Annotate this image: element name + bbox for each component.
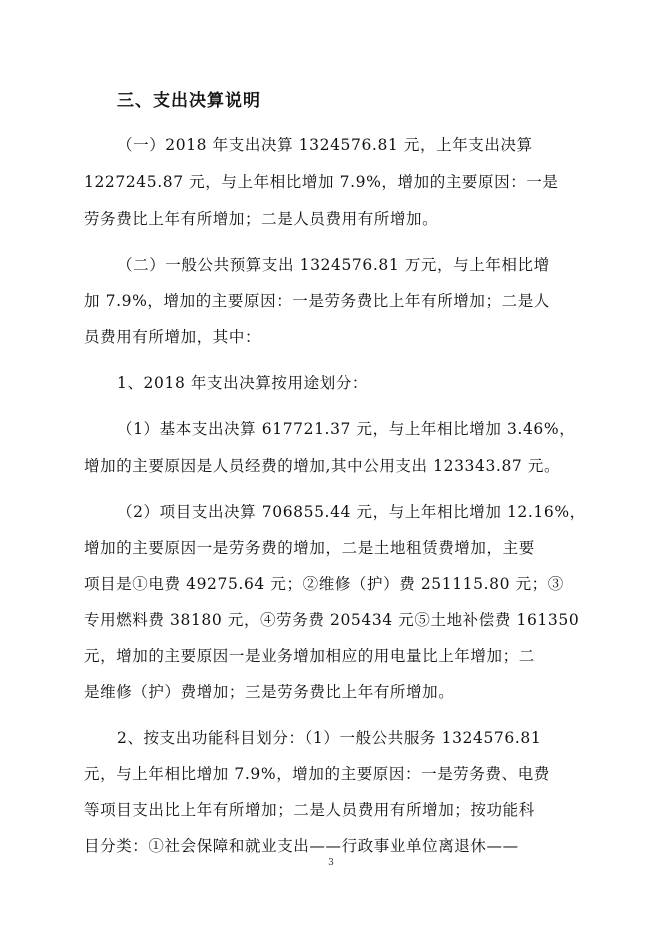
paragraph-line: 专用燃料费 38180 元，④劳务费 205434 元⑤土地补偿费 161350 <box>84 611 580 629</box>
paragraph-line: 1、2018 年支出决算按用途划分： <box>117 374 369 392</box>
paragraph-line: （2）项目支出决算 706855.44 元，与上年相比增加 12.16%， <box>117 503 586 521</box>
paragraph-line: 1227245.87 元，与上年相比增加 7.9%，增加的主要原因：一是 <box>84 173 559 191</box>
paragraph-line: （二）一般公共预算支出 1324576.81 万元，与上年相比增 <box>117 256 550 274</box>
paragraph-line: 劳务费比上年有所增加；二是人员费用有所增加。 <box>84 210 439 228</box>
paragraph-line: 元，与上年相比增加 7.9%，增加的主要原因：一是劳务费、电费 <box>84 765 550 783</box>
paragraph-line: 等项目支出比上年有所增加；二是人员费用有所增加；按功能科 <box>84 801 535 819</box>
paragraph-line: 目分类：①社会保障和就业支出——行政事业单位离退休—— <box>84 837 519 855</box>
paragraph-line: 增加的主要原因是人员经费的增加,其中公用支出 123343.87 元。 <box>84 457 561 475</box>
paragraph-line: 2、按支出功能科目划分：（1）一般公共服务 1324576.81 <box>117 729 542 747</box>
paragraph-line: （一）2018 年支出决算 1324576.81 元，上年支出决算 <box>117 136 533 154</box>
paragraph-line: 增加的主要原因一是劳务费的增加，二是土地租赁费增加，主要 <box>84 539 535 557</box>
paragraph-line: 项目是①电费 49275.64 元；②维修（护）费 251115.80 元；③ <box>84 575 564 593</box>
paragraph-line: 元，增加的主要原因一是业务增加相应的用电量比上年增加；二 <box>84 647 535 665</box>
page-number: 3 <box>328 858 334 868</box>
paragraph-line: 加 7.9%，增加的主要原因：一是劳务费比上年有所增加；二是人 <box>84 292 550 310</box>
paragraph-line: 是维修（护）费增加；三是劳务费比上年有所增加。 <box>84 683 455 701</box>
paragraph-line: 员费用有所增加，其中： <box>84 328 262 346</box>
section-heading: 三、支出决算说明 <box>117 91 261 111</box>
paragraph-line: （1）基本支出决算 617721.37 元，与上年相比增加 3.46%， <box>117 420 576 438</box>
